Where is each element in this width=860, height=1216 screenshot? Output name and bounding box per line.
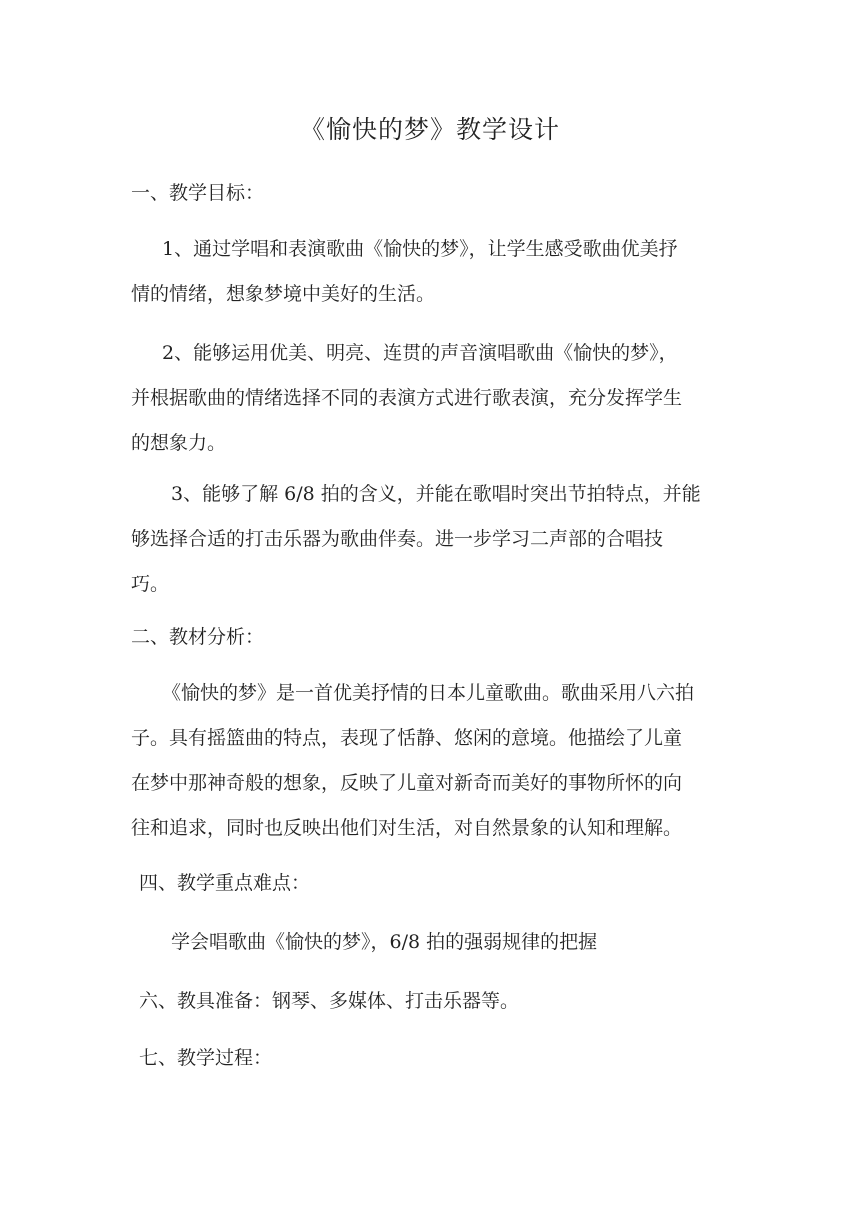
objective-2-paragraph [131, 331, 731, 466]
document-title: 《愉快的梦》教学设计 [299, 115, 560, 144]
section-heading-key-points: 四、教学重点难点： [139, 872, 311, 894]
objective-2-line-2: 并根据歌曲的情绪选择不同的表演方式进行歌表演，充分发挥学生 [131, 387, 683, 409]
objective-1-line-1: 1、通过学唱和表演歌曲《愉快的梦》，让学生感受歌曲优美抒 [162, 238, 678, 260]
analysis-line-2: 子。具有摇篮曲的特点，表现了恬静、悠闲的意境。他描绘了儿童 [131, 727, 683, 749]
analysis-line-4: 往和追求，同时也反映出他们对生活，对自然景象的认知和理解。 [131, 817, 683, 839]
objective-1-line-2: 情的情绪，想象梦境中美好的生活。 [131, 283, 436, 305]
analysis-line-1: 《愉快的梦》是一首优美抒情的日本儿童歌曲。歌曲采用八六拍 [162, 682, 695, 704]
objective-3-paragraph [131, 472, 731, 607]
objective-3-line-3: 巧。 [131, 573, 170, 595]
analysis-line-3: 在梦中那神奇般的想象，反映了儿童对新奇而美好的事物所怀的向 [131, 772, 683, 794]
section-heading-analysis: 二、教材分析： [131, 626, 265, 648]
objective-3-line-2: 够选择合适的打击乐器为歌曲伴奏。进一步学习二声部的合唱技 [131, 528, 664, 550]
objective-2-line-3: 的想象力。 [131, 432, 227, 454]
objective-1-paragraph [131, 227, 731, 317]
objective-3-line-1: 3、能够了解 6/8 拍的含义，并能在歌唱时突出节拍特点，并能 [171, 483, 701, 505]
objective-2-line-1: 2、能够运用优美、明亮、连贯的声音演唱歌曲《愉快的梦》， [162, 342, 678, 364]
analysis-paragraph [131, 671, 731, 851]
section-materials: 六、教具准备：钢琴、多媒体、打击乐器等。 [139, 990, 520, 1012]
section-heading-process: 七、教学过程： [139, 1047, 273, 1069]
section-heading-objectives: 一、教学目标： [131, 182, 265, 204]
key-points-text: 学会唱歌曲《愉快的梦》，6/8 拍的强弱规律的把握 [171, 931, 598, 953]
